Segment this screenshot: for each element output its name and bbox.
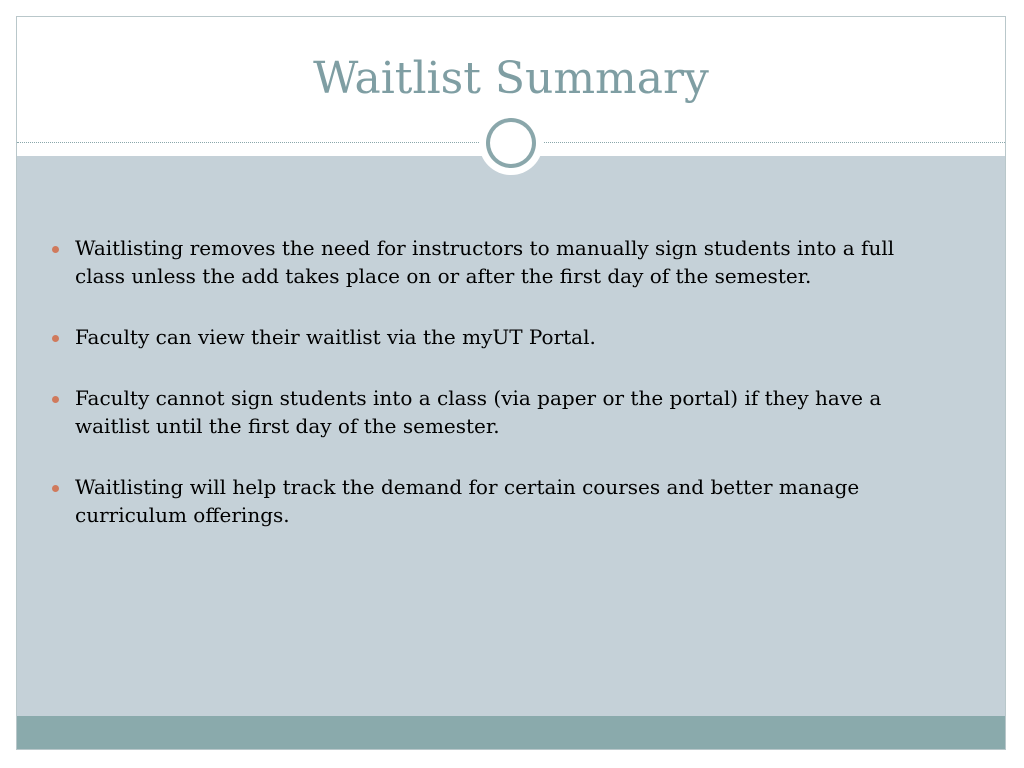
bullet-text: Waitlisting removes the need for instructors to manually sign students into a full class unless the add takes place on or after the first day of the semester. [75, 236, 895, 288]
bullet-dot-icon [52, 485, 59, 492]
ornament-ring [486, 118, 536, 168]
bullet-item [47, 234, 947, 290]
bullet-dot-icon [52, 335, 59, 342]
circle-ornament-icon [479, 111, 543, 175]
ornament-inner [490, 122, 532, 164]
bullet-item [47, 473, 947, 529]
bullet-text: Faculty can view their waitlist via the myUT Portal. [75, 325, 596, 349]
slide-title: Waitlist Summary [313, 53, 709, 104]
bullet-item [47, 384, 947, 440]
bullet-list [47, 234, 947, 562]
bullet-text: Faculty cannot sign students into a class (via paper or the portal) if they have a waitlist until the first day of the semester. [75, 386, 882, 438]
footer-bar [17, 716, 1005, 750]
bullet-dot-icon [52, 396, 59, 403]
slide [16, 16, 1006, 750]
bullet-item [47, 323, 947, 351]
bullet-text: Waitlisting will help track the demand for certain courses and better manage curriculum offerings. [75, 475, 860, 527]
bullet-dot-icon [52, 246, 59, 253]
